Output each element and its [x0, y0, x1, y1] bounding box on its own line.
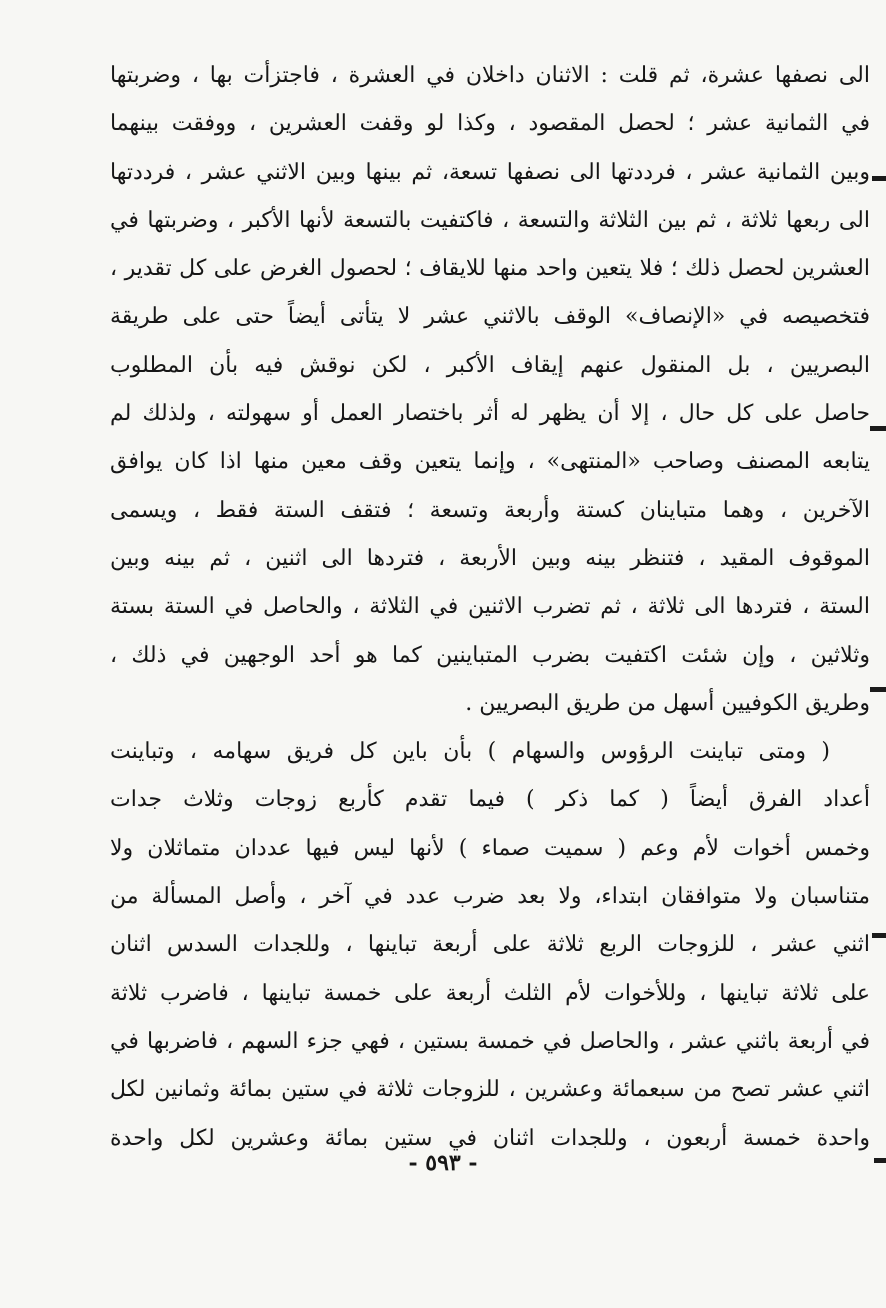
body-text	[110, 52, 870, 1163]
text-line: أعداد الفرق أيضاً ( كما ذكر ) فيما تقدم كأربع زوجات وثلاث جدات	[110, 787, 870, 813]
text-line: اثني عشر ، للزوجات الربع ثلاثة على أربعة تباينها ، وللجدات السدس اثنان	[110, 932, 870, 958]
text-line: فتخصيصه في «الإنصاف» الوقف بالاثني عشر لا يتأتى أيضاً حتى على طريقة	[110, 304, 870, 330]
margin-mark	[872, 933, 886, 938]
text-line: الموقوف المقيد ، فتنظر بينه وبين الأربعة ، فتردها الى اثنين ، ثم بينه وبين	[110, 545, 870, 571]
text-line: الآخرين ، وهما متباينان كستة وأربعة وتسعة ؛ فتقف الستة فقط ، ويسمى	[110, 497, 870, 523]
page-number: - ٥٩٣ -	[408, 1150, 478, 1176]
text-line: حاصل على كل حال ، إلا أن يظهر له أثر باختصار العمل أو سهولته ، ولذلك لم	[110, 401, 870, 427]
text-line: واحدة خمسة أربعون ، وللجدات اثنان في ستين بمائة وعشرين لكل واحدة	[110, 1125, 870, 1151]
paragraph-2	[110, 728, 870, 1163]
text-line: ( ومتى تباينت الرؤوس والسهام ) بأن باين كل فريق سهامه ، وتباينت	[110, 739, 830, 765]
margin-mark	[872, 176, 886, 181]
text-line: البصريين ، بل المنقول عنهم إيقاف الأكبر ، لكن نوقش فيه بأن المطلوب	[110, 352, 870, 378]
margin-mark	[874, 1158, 886, 1163]
text-line: في أربعة باثني عشر ، والحاصل في خمسة بستين ، فهي جزء السهم ، فاضربها في	[110, 1028, 870, 1054]
text-line: في الثمانية عشر ؛ لحصل المقصود ، وكذا لو وقفت العشرين ، ووفقت بينهما	[110, 111, 870, 137]
paragraph-1	[110, 52, 870, 728]
text-line: وبين الثمانية عشر ، فرددتها الى نصفها تسعة، ثم بينها وبين الاثني عشر ، فرددتها	[110, 159, 870, 185]
text-line: يتابعه المصنف وصاحب «المنتهى» ، وإنما يتعين وقف معين منها اذا كان يوافق	[110, 449, 870, 475]
text-line: الى ربعها ثلاثة ، ثم بين الثلاثة والتسعة ، فاكتفيت بالتسعة لأنها الأكبر ، وضربتها في	[110, 207, 870, 233]
text-line: الستة ، فتردها الى ثلاثة ، ثم تضرب الاثنين في الثلاثة ، والحاصل في الستة بستة	[110, 594, 870, 620]
margin-mark	[870, 687, 886, 692]
text-line: متناسبان ولا متوافقان ابتداء، ولا بعد ضرب عدد في آخر ، وأصل المسألة من	[110, 884, 870, 910]
text-line: على ثلاثة تباينها ، وللأخوات لأم الثلث أربعة على خمسة تباينها ، فاضرب ثلاثة	[110, 980, 870, 1006]
text-line: وثلاثين ، وإن شئت اكتفيت بضرب المتباينين كما هو أحد الوجهين في ذلك ،	[110, 642, 870, 668]
text-line: اثني عشر تصح من سبعمائة وعشرين ، للزوجات ثلاثة في ستين بمائة وثمانين لكل	[110, 1077, 870, 1103]
margin-mark	[870, 426, 886, 431]
text-line: الى نصفها عشرة، ثم قلت : الاثنان داخلان في العشرة ، فاجتزأت بها ، وضربتها	[110, 63, 870, 88]
text-line: العشرين لحصل ذلك ؛ فلا يتعين واحد منها للايقاف ؛ لحصول الغرض على كل تقدير ،	[110, 256, 870, 282]
text-line: وخمس أخوات لأم وعم ( سميت صماء ) لأنها ليس فيها عددان متماثلان ولا	[110, 835, 870, 861]
text-line: وطريق الكوفيين أسهل من طريق البصريين .	[465, 690, 870, 716]
